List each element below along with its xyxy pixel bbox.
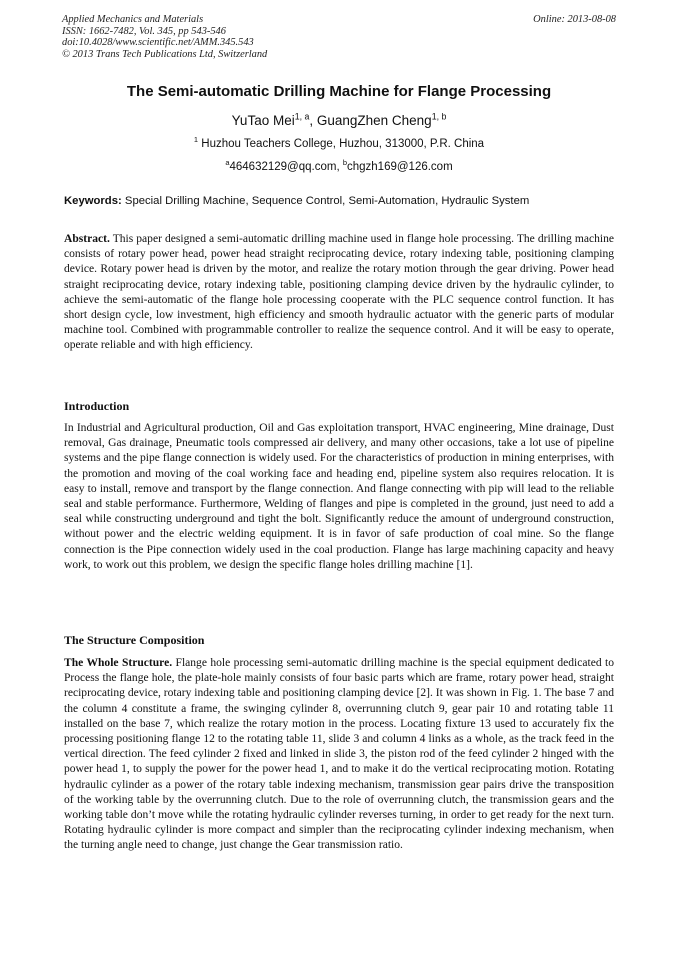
doi-line: doi:10.4028/www.scientific.net/AMM.345.543 [62, 37, 254, 49]
affiliation-superscript: 1 [193, 135, 199, 145]
abstract-text: This paper designed a semi-automatic drilling machine used in flange hole processing. The drilling machine consists of rotary power head, power head straight reciprocating device, rotary indexing table, positioning clamping device. Rotary power head is driven by the motor, and realize the rotary motion through the gear driving. Power head straight reciprocating device, rotary indexing table, positioning clamping device driven by the hydraulic cylinder, to achieve the semi-automatic of the flange hole processing cooperate with the PLC sequence control function. It has short design cycle, low investment, high efficiency and smooth hydraulic actuator with the generic parts of modular machine tool. Combined with programmable controller to realize the sequence control. And it will be easy to operate, operate reliable and with high efficiency. [64, 233, 614, 352]
abstract-label: Abstract. [64, 233, 110, 245]
author-superscript: 1, b [431, 111, 447, 122]
author-separator: , [309, 113, 317, 128]
email-b: chgzh169@126.com [347, 161, 453, 173]
keywords-label: Keywords: [64, 195, 122, 207]
publication-info [62, 14, 267, 60]
journal-name: Applied Mechanics and Materials [62, 14, 204, 25]
section-heading-structure: The Structure Composition [64, 633, 205, 647]
author-line [0, 113, 678, 128]
structure-paragraph [64, 656, 614, 854]
abstract-paragraph [64, 232, 614, 354]
email-a: 464632129@qq.com, [229, 161, 343, 173]
paper-title: The Semi-automatic Drilling Machine for Flange Processing [126, 83, 552, 100]
keywords-text: Special Drilling Machine, Sequence Control, Semi-Automation, Hydraulic System [121, 195, 530, 207]
introduction-paragraph: In Industrial and Agricultural production, Oil and Gas exploitation transport, HVAC engineering, Mine drainage, Dust removal, Gas drainage, Pneumatic tools compressed air delivery, and many other occasions, take a lot use of pipeline systems and the pipe flange connection is widely used. For the characteristics of production in mining enterprises, with the promotion and moving of the coal working face and heading end, pipeline system also requires relocation. It is easy to install, remove and transport by the flange connection. And flange connecting with pip will lead to the reliable seal and stable performance. Furthermore, Welding of flanges and pipe is completed in the ground, just need to add a seal while constructing underground and tight the bolt. Significantly reduce the amount of underground construction, without power and the electric welding equipment. It is in favor of safe production of coal mine. So the flange connection is the Pipe connection widely used in the coal production. Flange has large machining capacity and heavy work, to work out this problem, we design the specific flange holes drilling machine [1]. [64, 422, 614, 571]
keywords [64, 195, 614, 207]
email-superscript: a [225, 158, 230, 168]
copyright-line: © 2013 Trans Tech Publications Ltd, Switzerland [62, 48, 268, 60]
author-name: YuTao Mei [231, 113, 295, 128]
author-name: GuangZhen Cheng [316, 113, 432, 128]
section-heading-introduction: Introduction [64, 399, 130, 413]
affiliation [0, 135, 678, 150]
issn-line: ISSN: 1662-7482, Vol. 345, pp 543-546 [62, 25, 226, 37]
email-superscript: b [342, 158, 347, 168]
structure-subheading: The Whole Structure. [64, 657, 173, 669]
structure-text: Flange hole processing semi-automatic drilling machine is the special equipment dedicated to Process the flange hole, the plate-hole mainly consists of four basic parts which are frame, rotary power head, straight reciprocating device, rotary indexing table and positioning clamping device [2]. It was shown in Fig. 1. The base 7 and the column 4 constitute a frame, the swinging cylinder 8, overrunning clutch 9, gear pair 10 and rotating table 11 installed on the base 7, which realize the rotary motion in the process. Locating fixture 13 used to accurately fix the processing positioning flange 12 to the rotating table 11, slide 3 and column 4 links as a whole, as the track feed in the vertical direction. The feed cylinder 2 fixed and linked in slide 3, the piston rod of the feed cylinder 2 hinged with the power head 1, to supply the power for the power head 1, and to make it do the vertical reciprocating motion. Rotating hydraulic cylinder as a power of the rotary table indexing mechanism, transmission gear pairs drive the transposition of the working table by the overrunning clutch. Due to the role of overrunning clutch, the transmission gears and the working table don’t move while the rotating hydraulic cylinder reverses turning, in order to get ready for the next turn. Rotating hydraulic cylinder is more compact and simpler than the reciprocating cylinder indexing mechanism, when the turning angle need to change, just change the Gear transmission ratio. [64, 657, 615, 852]
online-date: Online: 2013-08-08 [533, 14, 616, 25]
affiliation-text: Huzhou Teachers College, Huzhou, 313000, P.R. China [198, 138, 485, 150]
email-line [0, 158, 678, 173]
author-superscript: 1, a [294, 111, 310, 122]
